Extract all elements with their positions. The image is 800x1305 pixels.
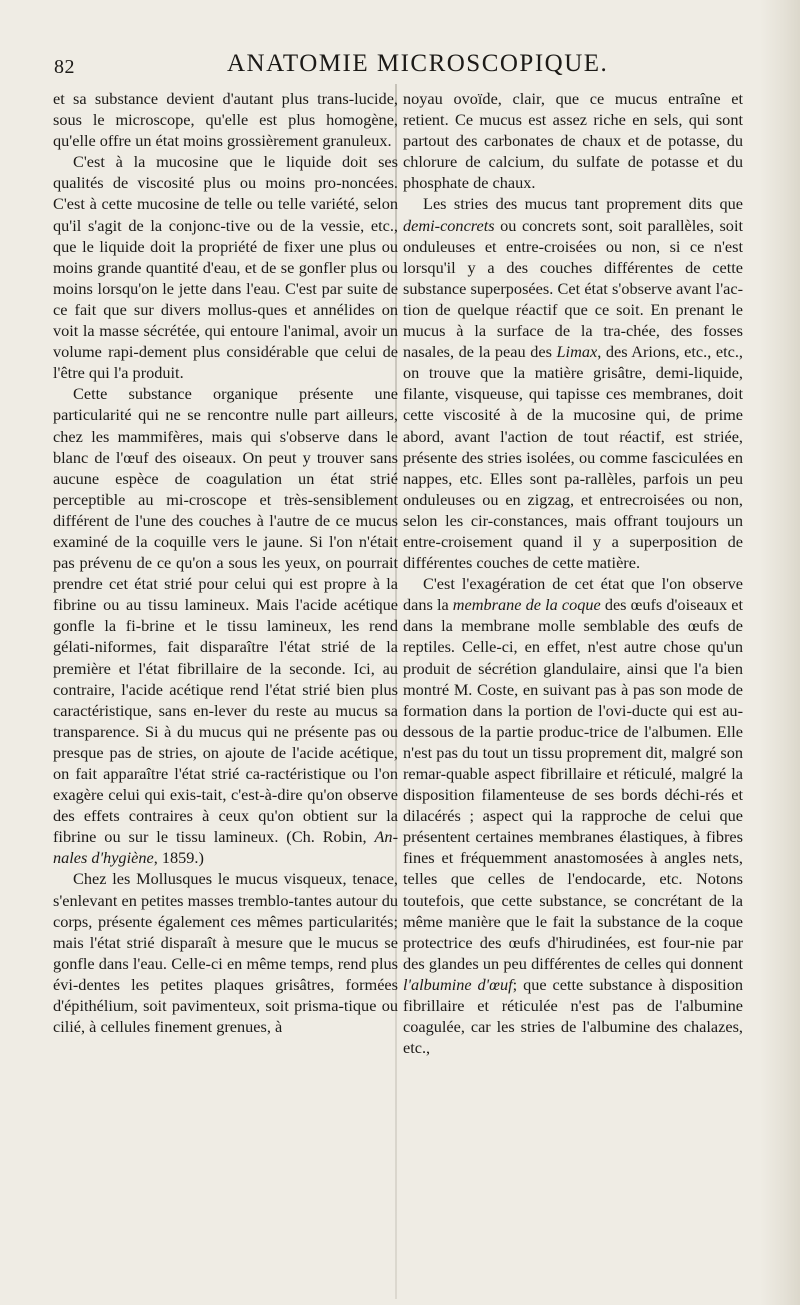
text-run: des œufs d'oiseaux et dans la membrane molle semblable des œufs de reptiles. Celle-ci, en effet, n'est autre chose qu'un produit de sécrétion glandulaire, ainsi que l'a bien montré M. Coste, en suivant pas à pas son mode de formation dans la portion de l'ovi-ducte qui est au-dessous de la partie produc-trice de l'albumen. Elle n'est pas du tout un tissu proprement dit, malgré son remar-quable aspect fibrillaire et réticulé, malgré la disposition filamenteuse de ses bords déchi-rés et dilacérés ; aspect qui la rapproche de celui que présentent certaines membranes élastiques, à fibres fines et fréquemment anastomosées à angles nets, telles que celles de l'endocarde, etc. Notons toutefois, que cette substance, se concrétant de la même manière que le fait la substance de la coque protectrice des œufs d'hirudinées, est four-nie par des glandes un peu différentes de celles qui donnent <box>403 595 744 973</box>
italic-term: l'albumine d'œuf <box>403 974 513 994</box>
text-run: noyau ovoïde, clair, que ce mucus entraîne et retient. Ce mucus est assez riche en sels, qui sont partout des carbonates de chaux et de potasse, du chlorure de calcium, du sulfate de potasse et du phosphate de chaux. <box>403 89 743 193</box>
italic-term: demi-concrets <box>403 215 495 235</box>
paragraph <box>53 383 398 868</box>
running-head: ANATOMIE MICROSCOPIQUE. <box>227 50 609 77</box>
text-run: et sa substance devient d'autant plus trans-lucide, sous le microscope, qu'elle est plus homogène, qu'elle offre un état moins grossièrement granuleux. <box>53 89 398 151</box>
text-run: C'est à la mucosine que le liquide doit ses qualités de viscosité plus ou moins pro-noncées. C'est à cette mucosine de telle ou telle variété, selon qu'il s'agit de la conjonc-tive ou de la vessie, etc., que le liquide doit la propriété de fixer une plus ou moins grande quantité d'eau, et de se gonfler plus ou moins lorsqu'on le jette dans l'eau. C'est par suite de ce fait que sur divers mollus-ques et annélides on voit la masse sécrétée, qui entoure l'animal, avoir un volume rapi-dement plus considérable que celui de l'être qui l'a produit. <box>53 152 398 383</box>
text-run: Chez les Mollusques le mucus visqueux, tenace, s'enlevant en petites masses tremblo-tantes autour du corps, présente également ces mêmes particularités; mais l'état strié disparaît à mesure que le mucus se gonfle dans l'eau. Celle-ci en même temps, rend plus évi-dentes les petites plaques grisâtres, formées d'épithélium, soit pavimenteux, soit prisma-tique ou cilié, à cellules finement grenues, à <box>53 869 398 1037</box>
paragraph <box>403 88 743 193</box>
paragraph <box>403 573 743 1058</box>
italic-term: An-nales d'hygiène <box>53 827 398 868</box>
text-run: ; que cette substance à disposition fibrillaire et réticulée n'est pas de l'albumine coagulée, car les stries de l'albumine des chalazes, etc., <box>403 974 743 1058</box>
text-run: Cette substance organique présente une particularité qui ne se rencontre nulle part ailleurs, chez les mammifères, mais qui s'observe dans le blanc de l'œuf des oiseaux. On peut y trouver sans aucune espèce de coagulation un état strié perceptible au mi-croscope et très-sensiblement différent de l'une des couches à l'autre de ce mucus examiné de la coquille vers le jaune. Si l'on n'était pas prévenu de ce qu'on a sous les yeux, on pourrait prendre cet état strié pour celui qui est propre à la fibrine ou au tissu lamineux. Mais l'acide acétique gonfle la fi-brine et le tissu lamineux, les rend gélati-niformes, fait disparaître l'état strié de la première et l'état fibrillaire de la seconde. Ici, au contraire, l'acide acétique rend l'état strié bien plus caractéristique, sans en-lever du reste au mucus sa transparence. Si à du mucus qui ne présente pas ou presque pas de stries, on ajoute de l'acide acétique, on fait apparaître l'état strié ca-ractéristique ou l'on exagère celui qui exis-tait, c'est-à-dire qu'on observe des effets contraires à ceux qu'on obtient sur la fibrine ou sur le tissu lamineux. (Ch. Robin, <box>53 384 398 847</box>
paragraph <box>53 868 398 1037</box>
text-run: Les stries des mucus tant proprement dits que <box>423 194 743 214</box>
paragraph <box>403 193 743 573</box>
italic-term: membrane de la coque <box>452 595 601 615</box>
text-run: ou concrets sont, soit parallèles, soit onduleuses et entre-croisées ou non, si ce n'est lorsqu'il y a des couches différentes de cette substance superposées. Cet état s'observe avant l'ac-tion de quelque réactif que ce soit. En prenant le mucus à la surface de la tra-chée, des fosses nasales, de la peau des <box>403 215 743 362</box>
right-column <box>403 88 743 1058</box>
page-edge-shadow <box>760 0 800 1305</box>
text-run: , 1859.) <box>153 848 204 868</box>
italic-term: Limax <box>556 342 598 362</box>
left-column <box>53 88 398 1037</box>
text-run: C'est l'exagération de cet état que l'on observe dans la <box>403 574 743 615</box>
page-number: 82 <box>54 56 75 78</box>
paragraph <box>53 88 398 151</box>
text-run: , des Arions, etc., etc., on trouve que la matière grisâtre, demi-liquide, filante, visqueuse, qui tapisse ces membranes, doit cette viscosité à de la mucosine qui, de prime abord, avant l'action de tout réactif, est striée, présente des stries isolées, ou comme fasciculées en nappes, etc. Elles sont pa-rallèles, parfois un peu onduleuses ou en zigzag, et entrecroisées ou non, selon les cir-constances, mais offrant toujours un entre-croisement quand il y a superposition de différentes couches de cette matière. <box>403 342 743 573</box>
paragraph <box>53 151 398 383</box>
